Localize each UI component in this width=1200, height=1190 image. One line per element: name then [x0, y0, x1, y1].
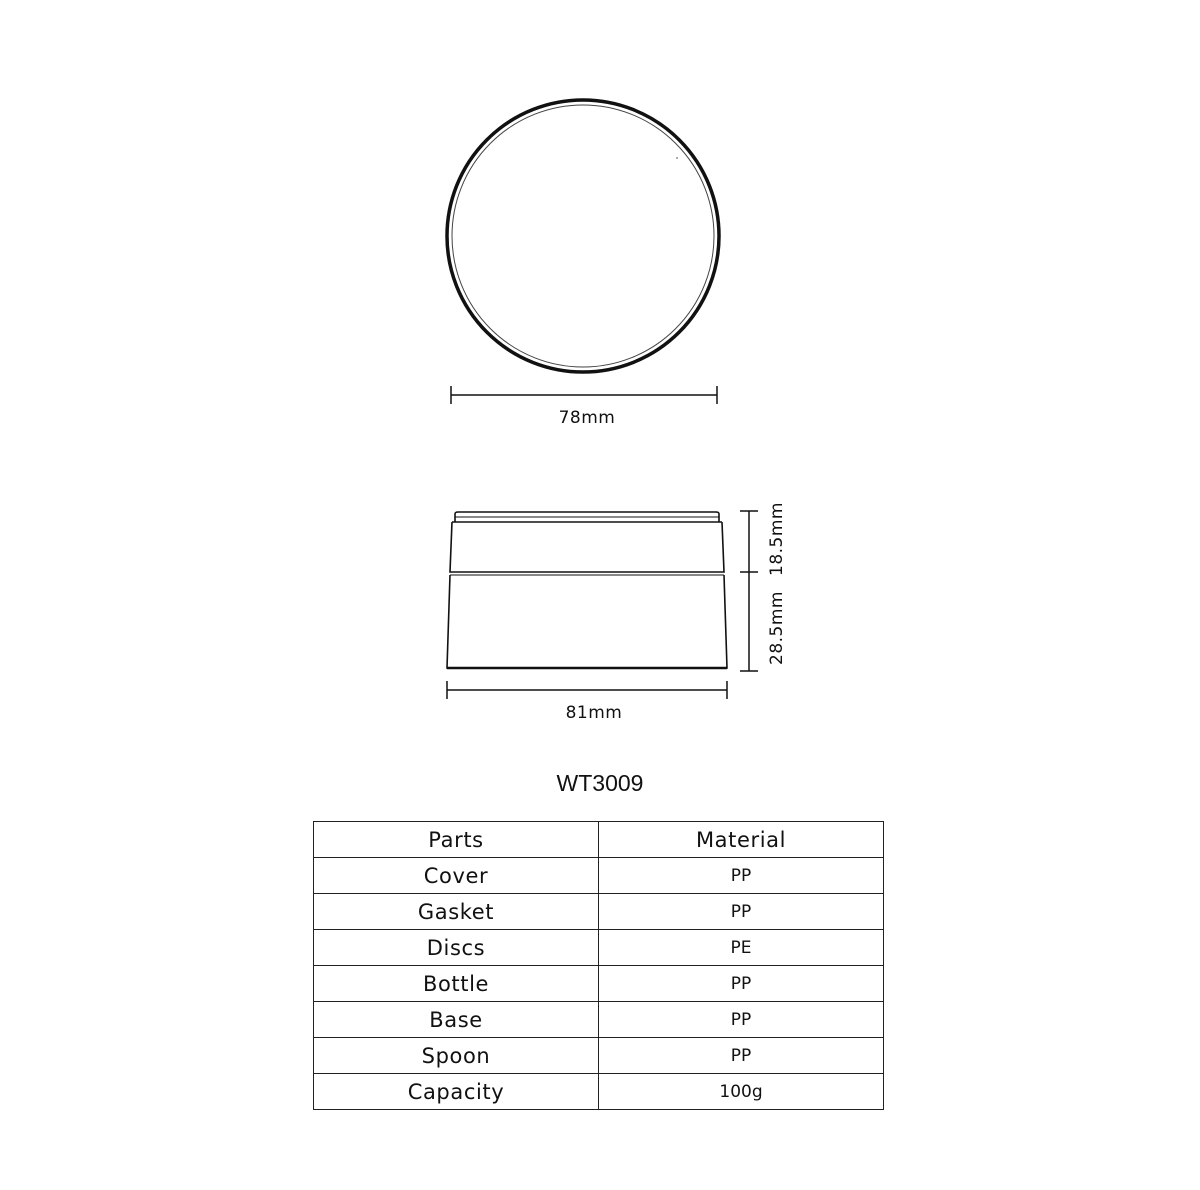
top-view — [447, 100, 719, 372]
part-cell: Discs — [314, 930, 599, 966]
table-row — [314, 1074, 884, 1110]
body-height-label: 28.5mm — [767, 591, 787, 665]
table-row — [314, 930, 884, 966]
side-view — [447, 512, 727, 668]
side-width-dimension — [447, 681, 727, 699]
part-cell: Spoon — [314, 1038, 599, 1074]
material-cell: PP — [599, 1038, 884, 1074]
material-cell: PP — [599, 966, 884, 1002]
table-row — [314, 894, 884, 930]
spec-table — [313, 821, 884, 1110]
model-code: WT3009 — [556, 770, 644, 796]
top-width-label: 78mm — [558, 408, 616, 428]
part-cell: Base — [314, 1002, 599, 1038]
table-row — [314, 966, 884, 1002]
top-width-dimension — [451, 386, 717, 404]
table-row — [314, 858, 884, 894]
material-cell: PP — [599, 858, 884, 894]
table-row — [314, 1038, 884, 1074]
part-cell: Cover — [314, 858, 599, 894]
lid-inner-circle — [452, 105, 714, 367]
lid-outer-circle — [447, 100, 719, 372]
height-dimension — [740, 511, 758, 671]
table-row — [314, 1002, 884, 1038]
cap-body — [450, 522, 724, 572]
header-parts: Parts — [314, 822, 599, 858]
table-header-row — [314, 822, 884, 858]
material-cell: PP — [599, 894, 884, 930]
part-cell: Capacity — [314, 1074, 599, 1110]
material-cell: PE — [599, 930, 884, 966]
cap-height-label: 18.5mm — [767, 502, 787, 576]
lid-center-mark — [676, 157, 677, 158]
part-cell: Gasket — [314, 894, 599, 930]
header-material: Material — [599, 822, 884, 858]
material-cell: PP — [599, 1002, 884, 1038]
side-width-label: 81mm — [565, 703, 623, 723]
jar-body — [447, 575, 727, 668]
part-cell: Bottle — [314, 966, 599, 1002]
material-cell: 100g — [599, 1074, 884, 1110]
